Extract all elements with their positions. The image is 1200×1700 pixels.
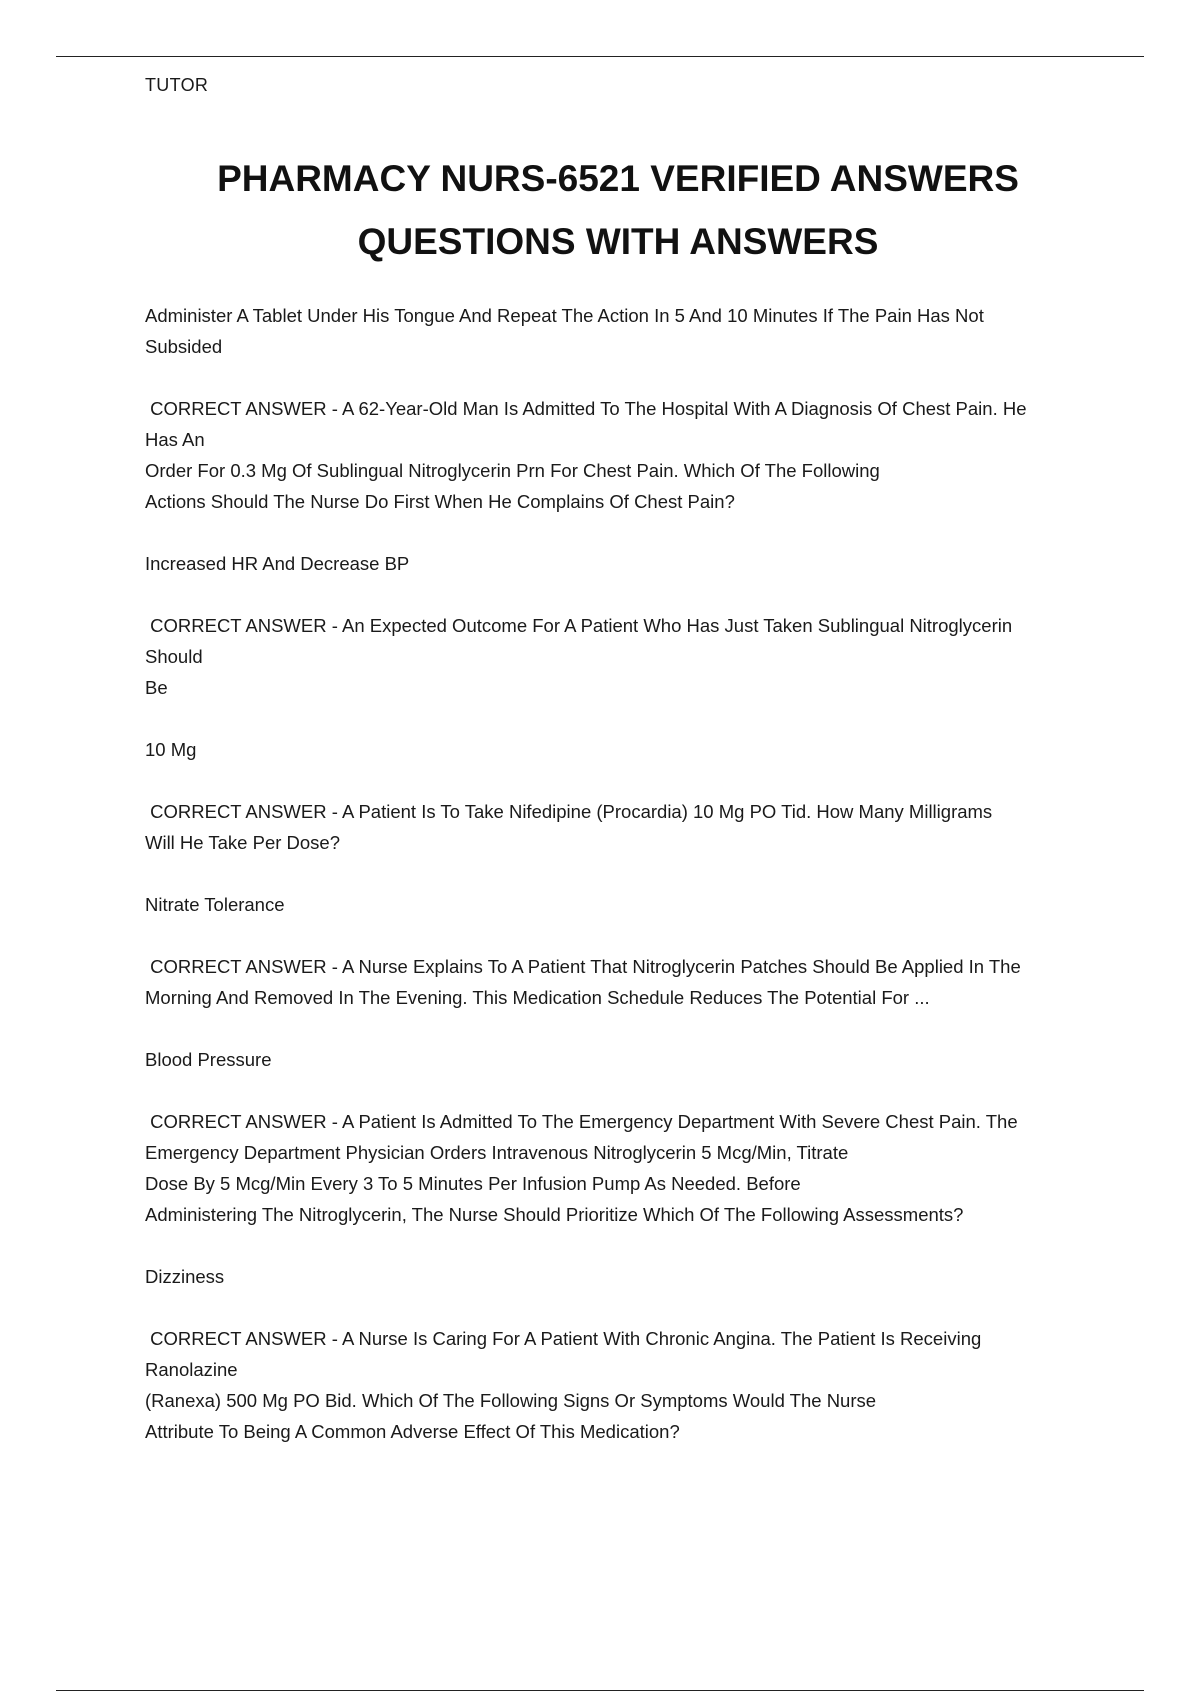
text-line: Ranolazine: [145, 1359, 238, 1380]
footer-rule: [56, 1690, 1144, 1691]
title-line: PHARMACY NURS-6521 VERIFIED ANSWERS: [217, 158, 1019, 199]
answer-paragraph: [145, 300, 1091, 362]
text-line: Increased HR And Decrease BP: [145, 553, 410, 574]
text-line: CORRECT ANSWER - A Nurse Explains To A Patient That Nitroglycerin Patches Should Be Applied In The: [145, 956, 1021, 977]
question-paragraph: [145, 1106, 1091, 1230]
text-line: Subsided: [145, 336, 223, 357]
text-line: Dizziness: [145, 1266, 225, 1287]
answer-paragraph: [145, 1261, 1091, 1292]
question-paragraph: [145, 1323, 1091, 1447]
text-line: CORRECT ANSWER - A 62-Year-Old Man Is Admitted To The Hospital With A Diagnosis Of Chest Pain. He: [145, 398, 1027, 419]
text-line: CORRECT ANSWER - An Expected Outcome For A Patient Who Has Just Taken Sublingual Nitroglycerin: [145, 615, 1013, 636]
text-line: Should: [145, 646, 203, 667]
text-line: Administering The Nitroglycerin, The Nurse Should Prioritize Which Of The Following Assessments?: [145, 1204, 964, 1225]
text-line: Morning And Removed In The Evening. This Medication Schedule Reduces The Potential For ...: [145, 987, 930, 1008]
text-line: Attribute To Being A Common Adverse Effect Of This Medication?: [145, 1421, 680, 1442]
text-line: Emergency Department Physician Orders Intravenous Nitroglycerin 5 Mcg/Min, Titrate: [145, 1142, 849, 1163]
text-line: Blood Pressure: [145, 1049, 272, 1070]
text-line: Dose By 5 Mcg/Min Every 3 To 5 Minutes Per Infusion Pump As Needed. Before: [145, 1173, 801, 1194]
text-line: Actions Should The Nurse Do First When He Complains Of Chest Pain?: [145, 491, 735, 512]
answer-paragraph: [145, 1044, 1091, 1075]
title-line: QUESTIONS WITH ANSWERS: [357, 221, 879, 262]
text-line: CORRECT ANSWER - A Patient Is To Take Nifedipine (Procardia) 10 Mg PO Tid. How Many Milligrams: [145, 801, 993, 822]
text-line: CORRECT ANSWER - A Nurse Is Caring For A Patient With Chronic Angina. The Patient Is Receiving: [145, 1328, 982, 1349]
question-paragraph: [145, 610, 1091, 703]
text-line: Has An: [145, 429, 205, 450]
text-line: Order For 0.3 Mg Of Sublingual Nitroglycerin Prn For Chest Pain. Which Of The Following: [145, 460, 880, 481]
text-line: Be: [145, 677, 168, 698]
text-line: CORRECT ANSWER - A Patient Is Admitted To The Emergency Department With Severe Chest Pain. The: [145, 1111, 1018, 1132]
answer-paragraph: [145, 889, 1091, 920]
question-paragraph: [145, 951, 1091, 1013]
text-line: Administer A Tablet Under His Tongue And Repeat The Action In 5 And 10 Minutes If The Pain Has Not: [145, 305, 984, 326]
document-title: [145, 147, 1091, 273]
text-line: (Ranexa) 500 Mg PO Bid. Which Of The Following Signs Or Symptoms Would The Nurse: [145, 1390, 877, 1411]
answer-paragraph: [145, 548, 1091, 579]
question-paragraph: [145, 393, 1091, 517]
text-line: 10 Mg: [145, 739, 197, 760]
answer-paragraph: [145, 734, 1091, 765]
document-body: [145, 300, 1091, 1478]
header-rule: [56, 56, 1144, 57]
header-label: TUTOR: [145, 75, 209, 95]
text-line: Nitrate Tolerance: [145, 894, 285, 915]
question-paragraph: [145, 796, 1091, 858]
text-line: Will He Take Per Dose?: [145, 832, 341, 853]
